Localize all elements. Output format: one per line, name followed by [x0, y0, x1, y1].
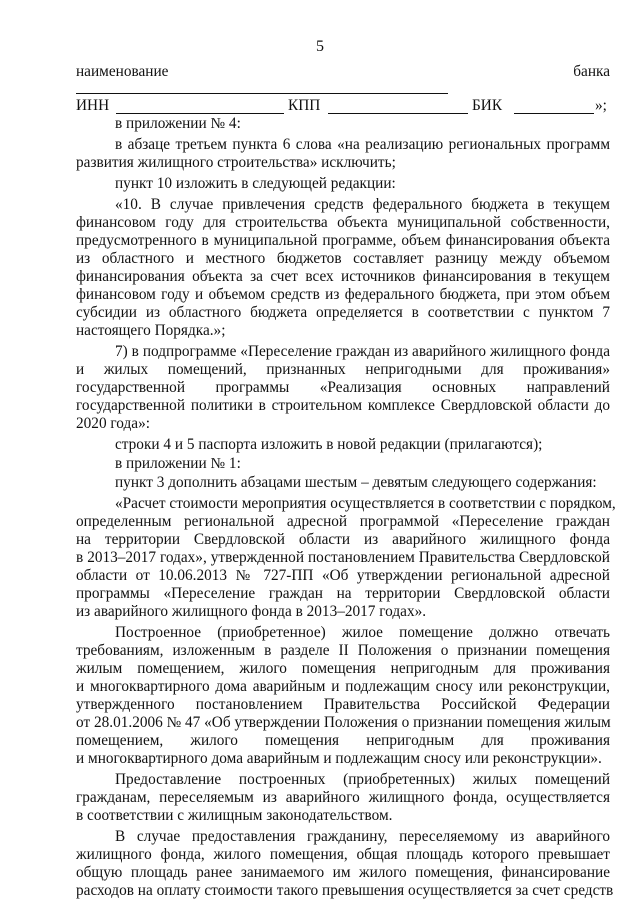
text-line: программы «Переселение граждан на территории Свердловской области — [76, 585, 610, 602]
text-line: требованиям, изложенным в разделе II Положения о признании помещения — [76, 642, 610, 659]
text-line: финансовом году для строительства объекта муниципальной собственности, — [76, 214, 610, 231]
text-line: из аварийного жилищного фонда в 2013–2017 годах». — [76, 603, 427, 620]
text-line: в соответствии с жилищным законодательством. — [76, 807, 393, 824]
text-line: и многоквартирного дома аварийным и подлежащим сносу или реконструкции, — [76, 678, 610, 695]
text-line: развития жилищного строительства» исключить; — [76, 154, 396, 171]
text-line: и жилых помещений, признанных непригодными для проживания» — [76, 361, 610, 378]
text-line: 7) в подпрограмме «Переселение граждан из аварийного жилищного фонда — [115, 343, 610, 360]
text-line: пункт 10 изложить в следующей редакции: — [115, 175, 396, 192]
text-line: пункт 3 дополнить абзацами шестым – девятым следующего содержания: — [115, 474, 597, 491]
text-line: утвержденного постановлением Правительства Российской Федерации — [76, 696, 610, 713]
inn-label: ИНН — [76, 97, 110, 114]
text-line: в абзаце третьем пункта 6 слова «на реализацию региональных программ — [115, 136, 610, 153]
row-end: »; — [595, 97, 607, 114]
bik-underline — [514, 113, 594, 114]
text-line: в 2013–2017 годах», утвержденной постановлением Правительства Свердловской — [76, 549, 610, 566]
text-line: настоящего Порядка.»; — [76, 322, 226, 339]
text-line: помещением, жилого помещения непригодным для проживания — [76, 732, 610, 749]
text-line: государственной программы «Реализация основных направлений — [76, 379, 610, 396]
kpp-label: КПП — [288, 97, 321, 114]
text-line: расходов на оплату стоимости такого превышения осуществляется за счет средств — [76, 882, 614, 899]
text-line: и многоквартирного дома аварийным и подлежащим сносу или реконструкции». — [76, 750, 602, 767]
bik-label: БИК — [472, 97, 503, 114]
bank-label: банка — [573, 63, 610, 80]
text-line: определенным региональной адресной программой «Переселение граждан — [76, 513, 610, 530]
text-line: области от 10.06.2013 № 727-ПП «Об утверждении региональной адресной — [76, 567, 610, 584]
text-line: строки 4 и 5 паспорта изложить в новой редакции (прилагаются); — [115, 436, 543, 453]
text-line: В случае предоставления гражданину, переселяемому из аварийного — [115, 828, 610, 845]
text-line: 2020 года»: — [76, 415, 150, 432]
text-line: в приложении № 1: — [115, 455, 241, 472]
text-line: Построенное (приобретенное) жилое помещение должно отвечать — [115, 624, 610, 641]
text-line: жилым помещением, жилого помещения непригодным для проживания — [76, 660, 610, 677]
text-line: от 28.01.2006 № 47 «Об утверждении Положения о признании помещения жилым — [76, 714, 611, 731]
name-bank-row — [76, 63, 610, 81]
name-underline — [76, 93, 448, 94]
text-line: «Расчет стоимости мероприятия осуществляется в соответствии с порядком, — [115, 495, 616, 512]
text-line: «10. В случае привлечения средств федерального бюджета в текущем — [115, 196, 610, 213]
text-line: жилищного фонда, жилого помещения, общая площадь которого превышает — [76, 846, 610, 863]
text-line: общую площадь ранее занимаемого им жилого помещения, финансирование — [76, 864, 610, 881]
text-line: финансовом году и объемом средств из федерального бюджета, при этом объем — [76, 286, 610, 303]
text-line: Предоставление построенных (приобретенных) жилых помещений — [115, 771, 610, 788]
inn-underline — [116, 113, 284, 114]
text-line: государственной политики в строительном комплексе Свердловской области до — [76, 397, 610, 414]
page-number: 5 — [316, 38, 324, 55]
kpp-underline — [328, 113, 468, 114]
text-line: субсидии из областного бюджета определяется в соответствии с пунктом 7 — [76, 304, 610, 321]
text-line: предусмотренного в муниципальной программе, объем финансирования объекта — [76, 232, 610, 249]
text-line: гражданам, переселяемым из аварийного жилищного фонда, осуществляется — [76, 789, 610, 806]
text-line: финансирования объекта за счет всех источников финансирования в текущем — [76, 268, 610, 285]
text-line: из областного и местного бюджетов составляет разницу между объемом — [76, 250, 610, 267]
text-line: в приложении № 4: — [115, 115, 241, 132]
requisites-row — [76, 97, 610, 115]
name-label: наименование — [76, 63, 169, 80]
text-line: на территории Свердловской области из аварийного жилищного фонда — [76, 531, 610, 548]
